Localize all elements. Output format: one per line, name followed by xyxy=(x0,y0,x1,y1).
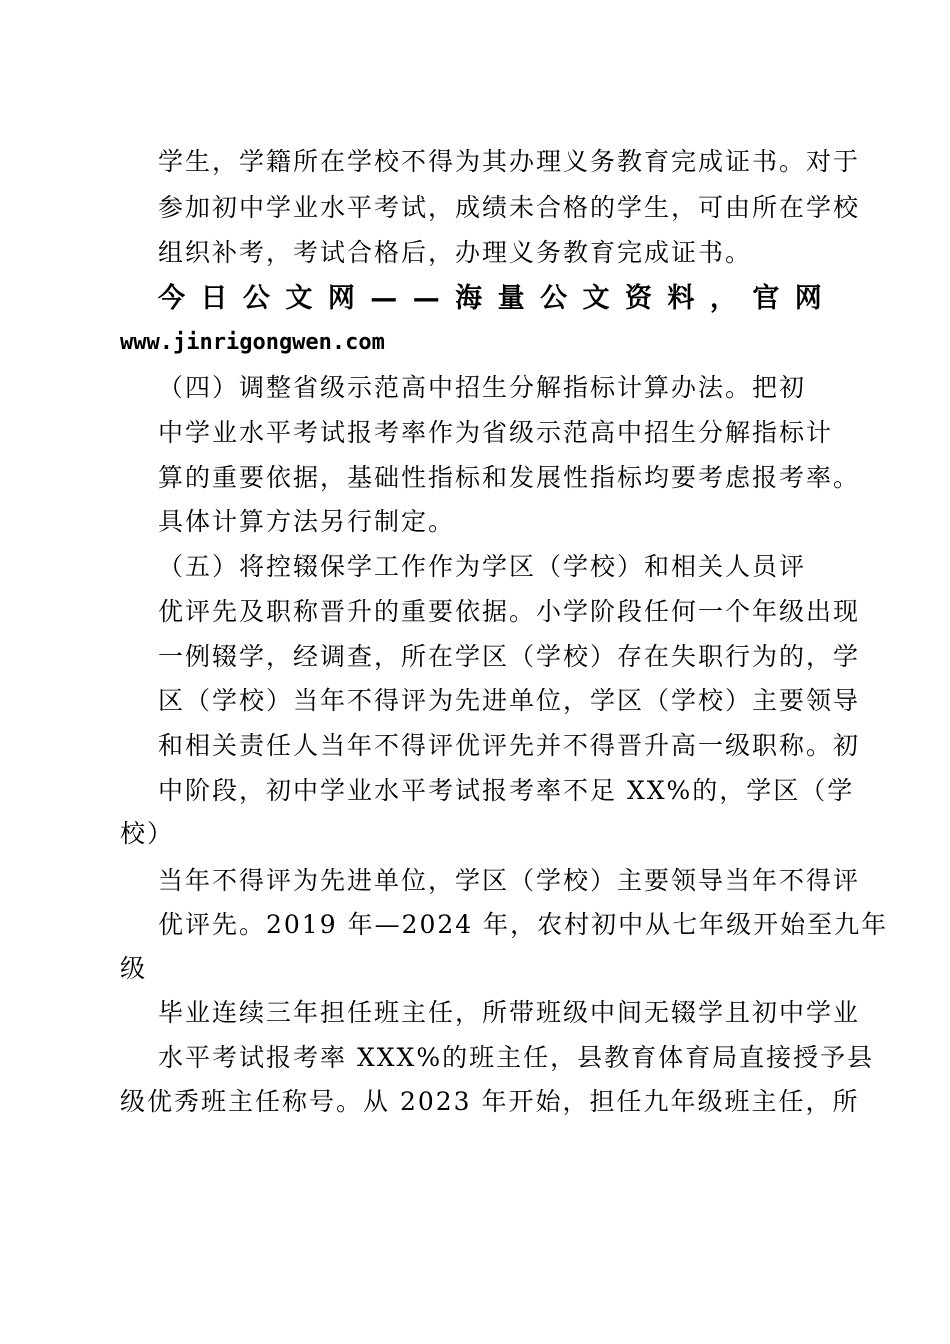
paragraph-line: 组织补考，考试合格后，办理义务教育完成证书。 xyxy=(158,238,753,267)
paragraph-line: 算的重要依据，基础性指标和发展性指标均要考虑报考率。 xyxy=(158,463,861,492)
paragraph-line: 级 xyxy=(120,954,148,983)
paragraph-line: 和相关责任人当年不得评优评先并不得晋升高一级职称。初 xyxy=(158,731,861,760)
paragraph-line: 校） xyxy=(120,819,175,848)
watermark-banner: 今 日 公 文 网 — — 海 量 公 文 资 料 ， 官 网 xyxy=(158,283,822,314)
paragraph-line: 级优秀班主任称号。从 2023 年开始，担任九年级班主任，所 xyxy=(120,1087,860,1116)
paragraph-line: （五）将控辍保学工作作为学区（学校）和相关人员评 xyxy=(158,552,807,581)
paragraph-line: 区（学校）当年不得评为先进单位，学区（学校）主要领导 xyxy=(158,686,861,715)
paragraph-line: 具体计算方法另行制定。 xyxy=(158,507,456,536)
paragraph-line: （四）调整省级示范高中招生分解指标计算办法。把初 xyxy=(158,373,807,402)
paragraph-line: 当年不得评为先进单位，学区（学校）主要领导当年不得评 xyxy=(158,866,861,895)
paragraph-line: 一例辍学，经调查，所在学区（学校）存在失职行为的，学 xyxy=(158,642,861,671)
paragraph-line: 毕业连续三年担任班主任，所带班级中间无辍学且初中学业 xyxy=(158,998,861,1027)
paragraph-line: 优评先。2019 年—2024 年，农村初中从七年级开始至九年 xyxy=(158,910,889,939)
paragraph-line: 水平考试报考率 XXX%的班主任，县教育体育局直接授予县 xyxy=(158,1043,875,1072)
website-url: www.jinrigongwen.com xyxy=(120,330,385,355)
paragraph-line: 优评先及职称晋升的重要依据。小学阶段任何一个年级出现 xyxy=(158,597,861,626)
paragraph-line: 中阶段，初中学业水平考试报考率不足 XX%的，学区（学 xyxy=(158,776,855,805)
paragraph-line: 参加初中学业水平考试，成绩未合格的学生，可由所在学校 xyxy=(158,193,861,222)
paragraph-line: 学生，学籍所在学校不得为其办理义务教育完成证书。对于 xyxy=(158,147,861,176)
paragraph-line: 中学业水平考试报考率作为省级示范高中招生分解指标计 xyxy=(158,418,834,447)
